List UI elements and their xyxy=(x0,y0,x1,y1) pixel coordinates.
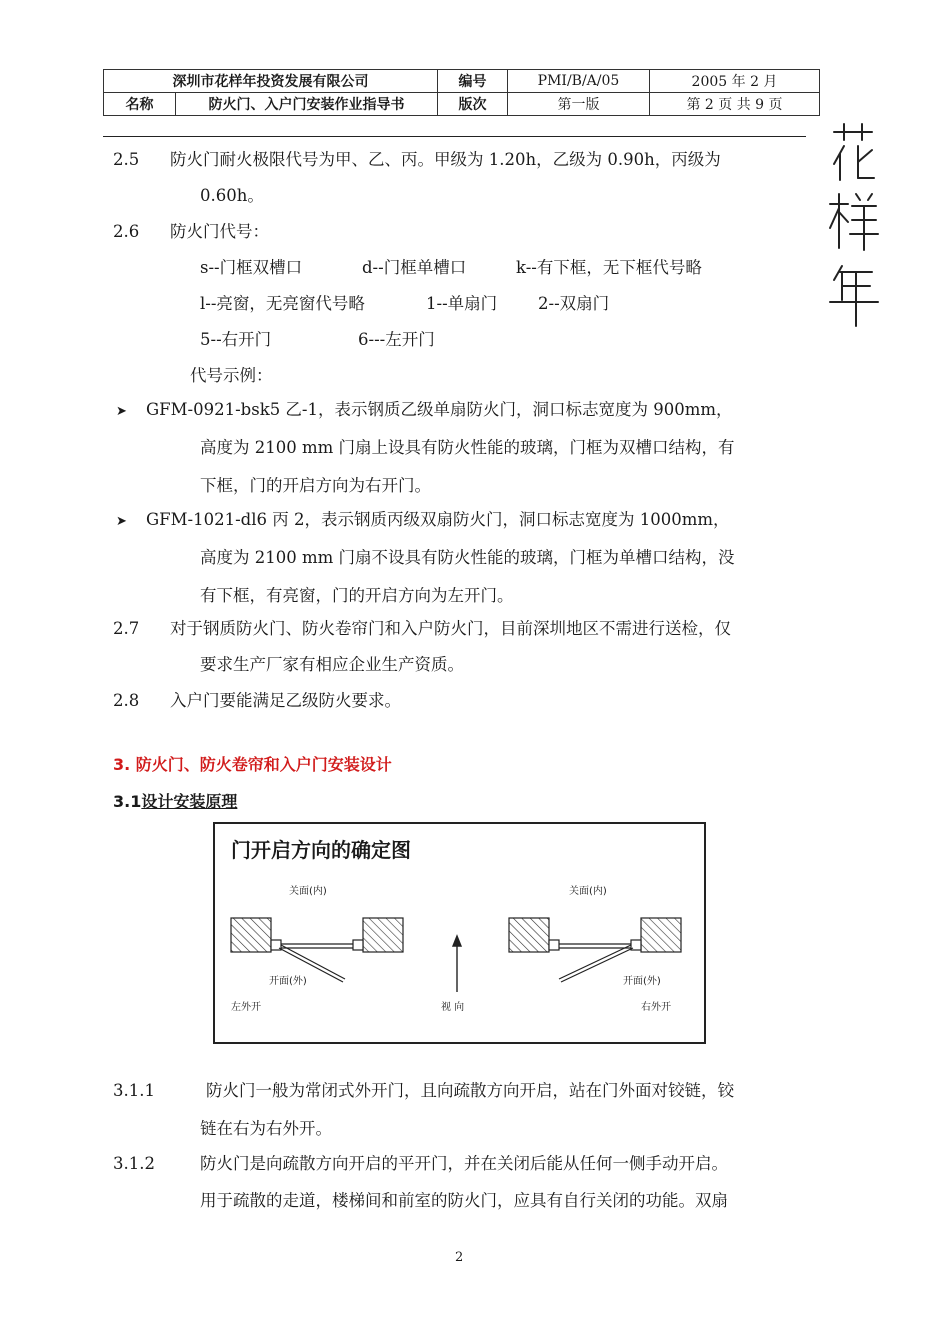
example-label: 代号示例： xyxy=(190,366,273,385)
arrow-bullet-icon: ➤ xyxy=(116,514,127,529)
left-open-side-label: 开面(外) xyxy=(269,976,307,987)
code-definition: 1--单扇门 xyxy=(426,294,498,313)
code-definition: s--门框双槽口 xyxy=(200,258,303,277)
paragraph-line: 0.60h。 xyxy=(200,186,264,205)
view-direction-caption: 视 向 xyxy=(441,1002,465,1013)
version-value: 第一版 xyxy=(508,93,650,116)
paragraph-line: 链在右为右外开。 xyxy=(200,1119,332,1138)
paragraph-line: 防火门是向疏散方向开启的平开门，并在关闭后能从任何一侧手动开启。 xyxy=(200,1154,728,1173)
left-outward-caption: 左外开 xyxy=(231,1002,261,1013)
section-heading: 3. 防火门、防火卷帘和入户门安装设计 xyxy=(113,755,392,774)
item-number: 3.1.2 xyxy=(113,1154,155,1173)
item-number: 2.5 xyxy=(113,150,140,169)
code-definition: 6---左开门 xyxy=(358,330,435,349)
paragraph-line: 入户门要能满足乙级防火要求。 xyxy=(170,691,401,710)
paragraph-line: GFM-0921-bsk5 乙-1，表示钢质乙级单扇防火门，洞口标志宽度为 900mm， xyxy=(146,400,733,419)
paragraph-line: 下框，门的开启方向为右开门。 xyxy=(200,476,431,495)
item-number: 2.6 xyxy=(113,222,140,241)
code-value: PMI/B/A/05 xyxy=(508,70,650,93)
subsection-title: 设计安装原理 xyxy=(141,792,238,811)
view-direction-arrow xyxy=(453,936,461,992)
subsection-number: 3.1 xyxy=(113,792,142,811)
item-number: 2.8 xyxy=(113,691,140,710)
subsection-heading xyxy=(113,789,237,812)
paragraph-line: GFM-1021-dl6 丙 2，表示钢质丙级双扇防火门，洞口标志宽度为 1000mm， xyxy=(146,510,730,529)
code-definition: 2--双扇门 xyxy=(538,294,610,313)
door-direction-figure xyxy=(213,822,706,1044)
arrow-bullet-icon: ➤ xyxy=(116,404,127,419)
page-info: 第 2 页 共 9 页 xyxy=(650,93,820,116)
paragraph-line: 防火门代号： xyxy=(170,222,269,241)
item-number: 2.7 xyxy=(113,619,140,638)
paragraph-line: 用于疏散的走道，楼梯间和前室的防火门，应具有自行关闭的功能。双扇 xyxy=(200,1191,728,1210)
paragraph-line: 对于钢质防火门、防火卷帘门和入户防火门，目前深圳地区不需进行送检，仅 xyxy=(170,619,731,638)
company-name: 深圳市花样年投资发展有限公司 xyxy=(104,70,438,93)
header-rule xyxy=(103,136,806,137)
paragraph-line: 高度为 2100 mm 门扇不设具有防火性能的玻璃，门框为单槽口结构，没 xyxy=(200,548,735,567)
figure-title: 门开启方向的确定图 xyxy=(231,838,411,862)
code-definition: d--门框单槽口 xyxy=(362,258,467,277)
right-closed-side-label: 关面(内) xyxy=(569,886,607,897)
code-definition: l--亮窗，无亮窗代号略 xyxy=(200,294,365,313)
item-number: 3.1.1 xyxy=(113,1081,155,1100)
document-name: 防火门、入户门安装作业指导书 xyxy=(176,93,438,116)
paragraph-line: 有下框，有亮窗，门的开启方向为左开门。 xyxy=(200,586,514,605)
paragraph-line: 防火门耐火极限代号为甲、乙、丙。甲级为 1.20h，乙级为 0.90h，丙级为 xyxy=(170,150,721,169)
right-outward-caption: 右外开 xyxy=(641,1002,671,1013)
left-door-plan xyxy=(231,918,403,982)
name-label: 名称 xyxy=(104,93,176,116)
hua-yang-nian-logo-icon xyxy=(826,120,880,330)
code-definition: k--有下框，无下框代号略 xyxy=(516,258,702,277)
page-number: 2 xyxy=(455,1250,464,1265)
paragraph-line: 高度为 2100 mm 门扇上设具有防火性能的玻璃，门框为双槽口结构，有 xyxy=(200,438,735,457)
document-header-table xyxy=(103,69,820,116)
issue-date: 2005 年 2 月 xyxy=(650,70,820,93)
code-label: 编号 xyxy=(438,70,508,93)
code-definition: 5--右开门 xyxy=(200,330,272,349)
left-closed-side-label: 关面(内) xyxy=(289,886,327,897)
paragraph-line: 防火门一般为常闭式外开门，且向疏散方向开启，站在门外面对铰链，铰 xyxy=(206,1081,734,1100)
right-open-side-label: 开面(外) xyxy=(623,976,661,987)
paragraph-line: 要求生产厂家有相应企业生产资质。 xyxy=(200,655,464,674)
version-label: 版次 xyxy=(438,93,508,116)
